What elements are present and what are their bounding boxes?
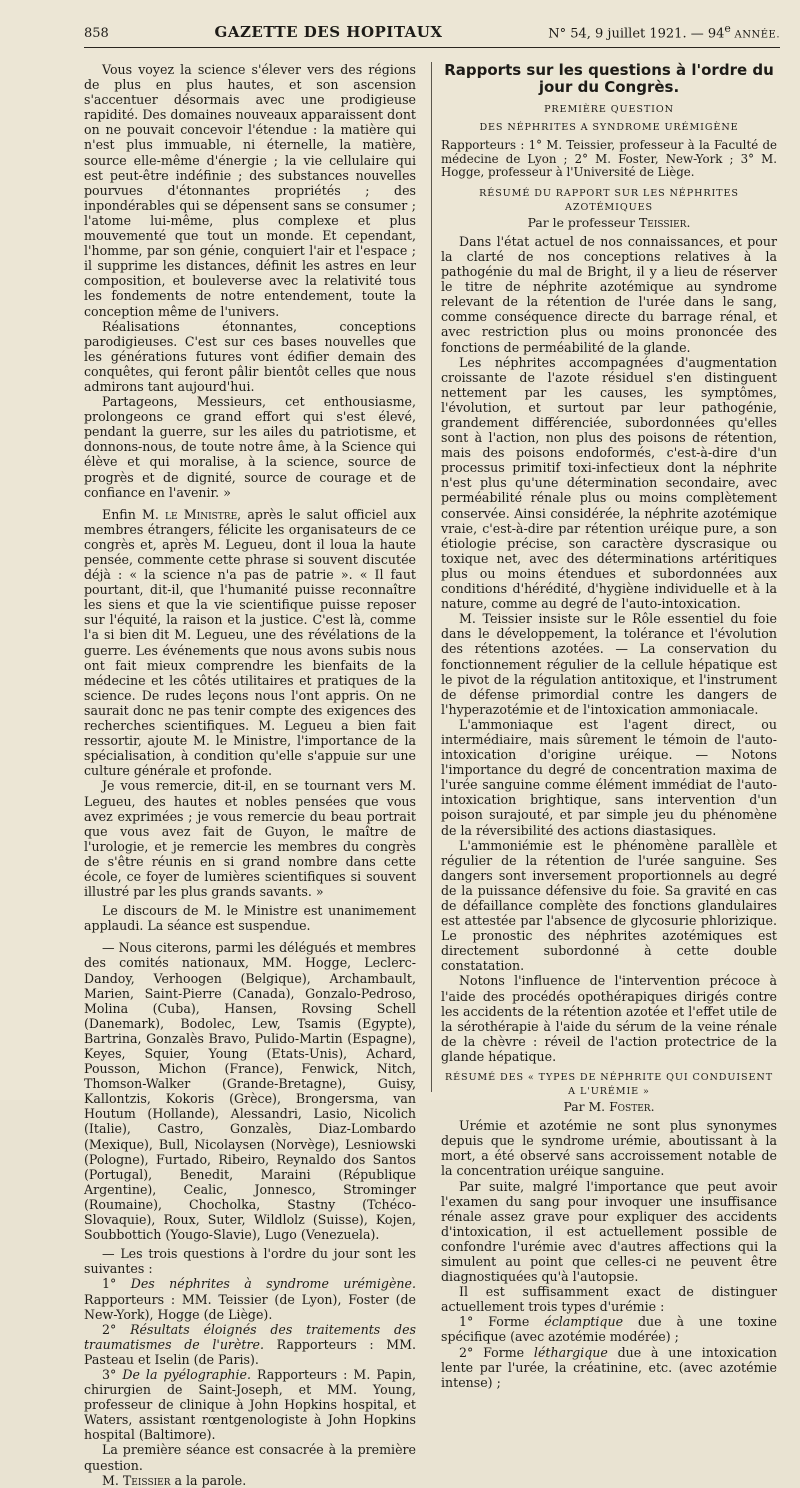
paragraph: Par suite, malgré l'importance que peut avoir l'examen du sang pour invoquer une insuffisance rénale assez grave pour expliquer des accidents d'intoxication, il est actuellement possible de confondre l'urémie avec d'autres affections qui la simulent au point que celles-ci ne peuvent être diagnostiquées qu'à l'autopsie. (441, 1178, 777, 1285)
paragraph: L'ammoniaque est l'agent direct, ou intermédiaire, mais sûrement le témoin de l'auto-intoxication d'origine uréique. — Notons l'importance du degré de concentration maxima de l'urée sanguine comme élément immédiat de l'auto-intoxication brightique, sans intervention d'un poison surajouté, et par simple jeu du phénomène de la réversibilité des actions diastasiques. (441, 716, 777, 838)
paragraph: Enfin M. le Ministre, après le salut officiel aux membres étrangers, félicite les organisateurs de ce congrès et, après M. Legueu, dont il loua la haute pensée, commente cette phrase si souvent discutée déjà : « la science n'a pas de patrie ». « Il faut pourtant, dit-il, que l'humanité puisse reconnaître les siens et que la vie scientifique puisse reposer sur l'équité, la raison et la justice. C'est là, comme l'a si bien dit M. Legueu, une des révélations de la guerre. Les événements que nous avons subis nous ont fait mieux comprendre les bienfaits de la médecine et les côtés utilitaires et pratiques de la science. De rudes leçons nous l'ont appris. On ne saurait donc ne pas tenir compte des exigences des recherches scientifiques. M. Legueu a bien fait ressortir, ajoute M. le Ministre, l'importance de la spécialisation, à condition qu'elle s'appuie sur une culture générale et profonde. (84, 506, 416, 779)
summary-title: RÉSUMÉ DU RAPPORT SUR LES NÉPHRITES AZOTÉMIQUES (479, 187, 739, 213)
paragraph: — Nous citerons, parmi les délégués et membres des comités nationaux, MM. Hogge, Leclerc-Dandoy, Verhoogen (Belgique), Archambault, Marien, Saint-Pierre (Canada), Gonzalo-Pedroso, Molina (Cuba), Hansen, Rovsing Schell (Danemark), Bodolec, Lew, Tsamis (Egypte), Bartrina, Gonzalès Bravo, Pulido-Martin (Espagne), Keyes, Squier, Young (Etats-Unis), Achard, Pousson, Michon (France), Fenwick, Nitch, Thomson-Walker (Grande-Bretagne), Guisy, Kallontzis, Kokoris (Grèce), Brongersma, van Houtum (Hollande), Alessandri, Lasio, Nicolich (Italie), Castro, Gonzalès, Diaz-Lombardo (Mexique), Bull, Nicolaysen (Norvège), Lesniowski (Pologne), Furtado, Ribeiro, Reynaldo dos Santos (Portugal), Benedit, Maraini (République Argentine), Cealic, Jonnesco, Strominger (Roumaine), Chocholka, Stastny (Tchéco-Slovaquie), Roux, Suter, Wildlolz (Suisse), Kojen, Soubbottich (Yougo-Slavie), Lugo (Venezuela). (84, 940, 417, 1243)
paragraph: Réalisations étonnantes, conceptions parodigieuses. C'est sur ces bases nouvelles que les générations futures vont édifier demain des conquêtes, qui feront pâlir bientôt celles que nous admirons tant aujourd'hui. (84, 318, 416, 394)
page-number: 858 (84, 26, 109, 42)
list-item: 3° De la pyélographie. Rapporteurs : M. Papin, chirurgien de Saint-Joseph, et MM. Young, professeur de clinique à John Hopkins hospital, et Waters, assistant rœntgenologiste à John Hopkins hospital (Baltimore). (84, 1366, 416, 1443)
paragraph: Notons l'influence de l'intervention précoce à l'aide des procédés opothérapiques dirigés contre les accidents de la rétention azotée et l'effet utile de la sérothérapie à l'aide du sérum de la veine rénale de la chèvre : réveil de l'action protectrice de la glande hépatique. (441, 973, 777, 1064)
question-label: PREMIÈRE QUESTION (544, 104, 674, 115)
list-item: 1° Forme éclamptique due à une toxine spécifique (avec azotémie modérée) ; (441, 1314, 777, 1345)
summary-byline: Par M. Foster. (563, 1099, 655, 1115)
paragraph: Partageons, Messieurs, cet enthousiasme, prolongeons ce grand effort qui s'est élevé, pendant la guerre, sur les ailes du patriotisme, et donnons-nous, de toute notre âme, à la Science qui élève et qui moralise, à la science, source de progrès et de dignité, source de courage et de confiance en l'avenir. » (84, 394, 416, 500)
issue-info (548, 22, 780, 41)
paragraph: Vous voyez la science s'élever vers des régions de plus en plus hautes, et son ascension s'accentuer désormais avec une prodigieuse rapidité. Des domaines nouveaux apparaissent dont on ne pouvait concevoir l'étendue : la matière qui n'est plus immuable, ni éternelle, la matière, source elle-même d'énergie ; la vie cellulaire qui est peut-être indéfinie ; des substances nouvelles pourvues d'étonnantes propriétés ; des inpondérables qui se dépensent sans se consumer ; l'atome lui-même, plus complexe et plus mouvementé que tout un monde. Et cependant, l'homme, par son génie, conquiert l'air et l'espace ; il supprime les distances, définit les astres en leur composition, et bouleverse avec la relativité tous les fondements de notre entendement, toute la conception même de l'univers. (84, 62, 416, 319)
summary-byline: Par le professeur Teissier. (527, 214, 691, 230)
paragraph: Dans l'état actuel de nos connaissances, et pour la clarté de nos conceptions relatives à la pathogénie du mal de Bright, il y a lieu de réserver le titre de néphrite azotémique au syndrome relevant de la rétention de l'urée dans le sang, comme conséquence directe du barrage rénal, et avec restriction plus ou moins prononcée des fonctions de perméabilité de la glande. (441, 233, 777, 355)
paragraph: — Les trois questions à l'ordre du jour sont les suivantes : (84, 1246, 416, 1277)
paragraph: Il est suffisamment exact de distinguer actuellement trois types d'urémie : (441, 1284, 777, 1315)
paragraph: L'ammoniémie est le phénomène parallèle et régulier de la rétention de l'urée sanguine. Ses dangers sont inversement proportionnels au degré de la puissance défensive du foie. Sa gravité en cas de défaillance complète des fonctions glandulaires est attestée par l'absence de glycosurie phlorizique. Le pronostic des néphrites azotémiques est directement subordonné à cette double constatation. (441, 837, 777, 974)
header-rule (84, 47, 780, 48)
paragraph: La première séance est consacrée à la première question. (84, 1442, 416, 1473)
issue-tail: ANNÉE. (730, 29, 780, 41)
paragraph: Les néphrites accompagnées d'augmentation croissante de l'azote résiduel s'en distinguent nettement par les causes, les symptômes, l'évolution, et surtout par leur pathogénie, grandement différenciée, subordonnées qu'elles sont à l'action, non plus des poisons de rétention, mais des poisons endoformés, c'est-à-dire d'un processus primitif toxi-infectieux dont la néphrite n'est plus qu'une détermination secondaire, avec perméabilité rénale plus ou moins complètement conservée. Ainsi considérée, la néphrite azotémique vraie, c'est-à-dire par rétention uréique pure, a son étiologie précise, son caractère dyscrasique ou toxique net, avec des déterminations artéritiques plus ou moins étendues et subordonnées aux conditions d'hérédité, d'hygiène individuelle et à la nature, comme au degré de l'auto-intoxication. (441, 354, 777, 612)
list-item: 2° Forme léthargique due à une intoxication lente par l'urée, la créatinine, etc. (avec azotémie intense) ; (441, 1344, 777, 1390)
journal-title: GAZETTE DES HOPITAUX (214, 23, 443, 42)
paragraph: M. Teissier insiste sur le Rôle essentiel du foie dans le développement, la tolérance et l'évolution des rétentions azotées. — La conservation du fonctionnement régulier de la cellule hépatique est le pivot de la régulation antitoxique, et l'instrument de défense primordial contre les dangers de l'hyperazotémie et de l'intoxication ammoniacale. (441, 611, 777, 717)
paragraph: Urémie et azotémie ne sont plus synonymes depuis que le syndrome urémie, aboutissant à la mort, a été observé sans accroissement notable de la concentration uréique sanguine. (441, 1118, 777, 1179)
paragraph: Je vous remercie, dit-il, en se tournant vers M. Legueu, des hautes et nobles pensées que vous avez exprimées ; je vous remercie du beau portrait que vous avez fait de Guyon, le maître de l'urologie, et je remercie les membres du congrès de s'être réunis en si grand nombre dans cette école, ce foyer de lumières scientifiques si souvent illustré par les plus grands savants. » (84, 778, 416, 900)
speaker-name: Teissier (122, 1472, 171, 1488)
issue-main: N° 54, 9 juillet 1921. — 94 (548, 26, 725, 42)
left-column (84, 62, 416, 1488)
list-item: 2° Résultats éloignés des traitements des traumatismes de l'urètre. Rapporteurs : MM. Pasteau et Iselin (de Paris). (84, 1321, 416, 1367)
paragraph: Le discours de M. le Ministre est unanimement applaudi. La séance est suspendue. (84, 903, 416, 934)
page-header (84, 22, 780, 46)
list-item: 1° Des néphrites à syndrome urémigène. Rapporteurs : MM. Teissier (de Lyon), Foster (de New-York), Hogge (de Liège). (84, 1276, 416, 1322)
paragraph: M. Teissier a la parole. (102, 1472, 247, 1488)
issue-sup: e (724, 22, 731, 35)
question-title: DES NÉPHRITES A SYNDROME URÉMIGÈNE (479, 122, 739, 133)
summary-title: RÉSUMÉ DES « TYPES DE NÉPHRITE QUI CONDUISENT A L'URÉMIE » (444, 1072, 774, 1098)
section-title: Rapports sur les questions à l'ordre du jour du Congrès. (444, 61, 774, 96)
right-column (441, 62, 777, 1390)
minister-name: le Ministre (165, 506, 238, 522)
rapporteurs-line: Rapporteurs : 1° M. Teissier, professeur à la Faculté de médecine de Lyon ; 2° M. Foster, New-York ; 3° M. Hogge, professeur à l'Université de Liège. (441, 138, 777, 180)
column-divider (431, 62, 432, 1092)
